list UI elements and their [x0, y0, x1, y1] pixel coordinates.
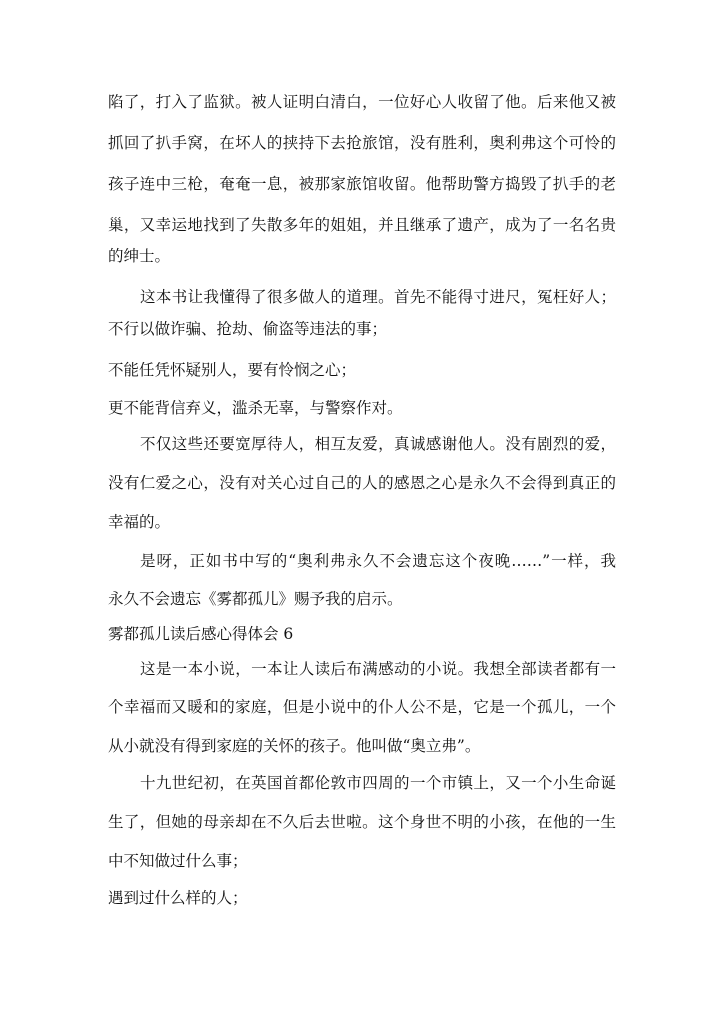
- text-line: 巢，又幸运地找到了失散多年的姐姐，并且继承了遗产，成为了一名名贵: [108, 216, 616, 234]
- text-line: 陷了，打入了监狱。被人证明白清白，一位好心人收留了他。后来他又被: [108, 93, 616, 111]
- text-line: 的绅士。: [108, 247, 171, 265]
- text-line: 永久不会遗忘《雾都孤儿》赐予我的启示。: [108, 590, 403, 608]
- text-line: 孩子连中三枪，奄奄一息，被那家旅馆收留。他帮助警方捣毁了扒手的老: [108, 175, 616, 193]
- text-line: 是呀，正如书中写的“奥利弗永久不会遗忘这个夜晚……”一样，我: [140, 552, 616, 570]
- text-line: 抓回了扒手窝，在坏人的挟持下去抢旅馆，没有胜利，奥利弗这个可怜的: [108, 134, 616, 152]
- text-line: 不能任凭怀疑别人，要有怜悯之心；: [108, 361, 357, 379]
- text-line: 不行以做诈骗、抢劫、偷盗等违法的事；: [108, 320, 388, 338]
- text-line: 不仅这些还要宽厚待人，相互友爱，真诚感谢他人。没有剧烈的爱，: [140, 435, 616, 453]
- text-line: 幸福的。: [108, 513, 171, 531]
- text-line: 生了，但她的母亲却在不久后去世啦。这个身世不明的小孩，在他的一生: [108, 813, 616, 831]
- text-line: 个幸福而又暖和的家庭，但是小说中的仆人公不是，它是一个孤儿，一个: [108, 698, 616, 716]
- section-heading: 雾都孤儿读后感心得体会 6: [108, 625, 294, 643]
- text-line: 从小就没有得到家庭的关怀的孩子。他叫做“奥立弗”。: [108, 737, 481, 755]
- text-line: 十九世纪初，在英国首都伦敦市四周的一个市镇上，又一个小生命诞: [140, 774, 616, 792]
- text-line: 遇到过什么样的人；: [108, 889, 248, 907]
- text-line: 中不知做过什么事；: [108, 852, 248, 870]
- text-line: 这是一本小说，一本让人读后布满感动的小说。我想全部读者都有一: [140, 660, 616, 678]
- text-line: 这本书让我懂得了很多做人的道理。首先不能得寸进尺，冤枉好人；: [140, 288, 616, 306]
- text-line: 没有仁爱之心，没有对关心过自己的人的感恩之心是永久不会得到真正的: [108, 474, 616, 492]
- text-line: 更不能背信弃义，滥杀无辜，与警察作对。: [108, 399, 403, 417]
